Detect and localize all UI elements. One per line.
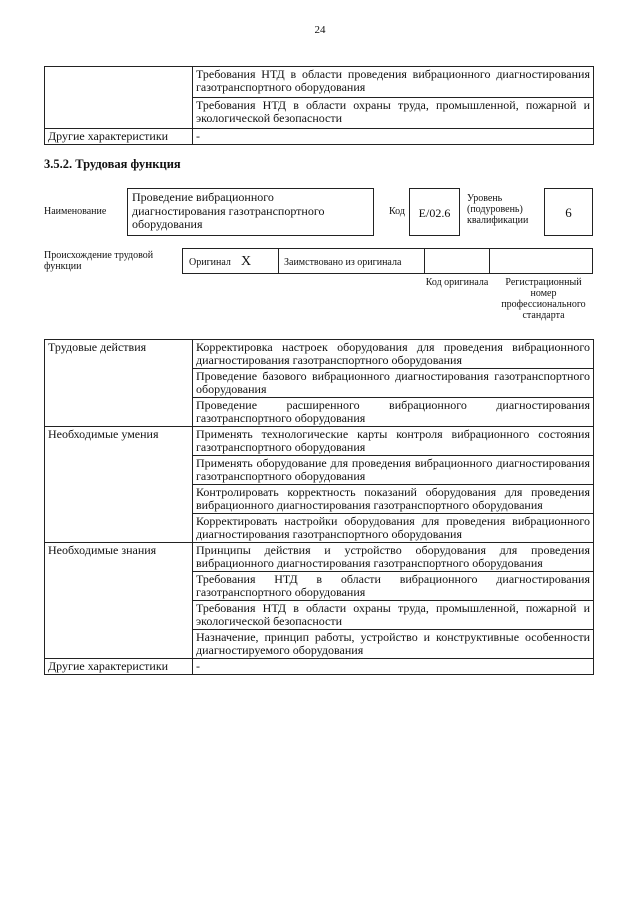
group-item: Требования НТД в области охраны труда, промышленной, пожарной и экологической безопасности bbox=[193, 601, 594, 630]
group-item: Корректировка настроек оборудования для проведения вибрационного диагностирования газотранспортного оборудования bbox=[193, 340, 594, 369]
table-row bbox=[45, 129, 594, 145]
name-label: Наименование bbox=[44, 206, 107, 217]
level-value: 6 bbox=[565, 205, 572, 220]
group-item: - bbox=[193, 659, 594, 675]
code-label: Код bbox=[389, 206, 405, 217]
code-original-caption: Код оригинала bbox=[425, 277, 489, 288]
group-item: Назначение, принцип работы, устройство и конструктивные особенности диагностируемого оборудования bbox=[193, 630, 594, 659]
divider bbox=[278, 249, 279, 273]
table-row bbox=[45, 543, 594, 572]
origin-label: Происхождение трудовой функции bbox=[44, 250, 154, 272]
table-row bbox=[45, 340, 594, 369]
level-box bbox=[544, 188, 593, 236]
function-name-box bbox=[127, 188, 374, 236]
row-label: Другие характеристики bbox=[45, 129, 193, 145]
row-text: - bbox=[193, 129, 594, 145]
group-item: Проведение расширенного вибрационного диагностирования газотранспортного оборудования bbox=[193, 398, 594, 427]
row-label bbox=[45, 67, 193, 129]
registration-number-caption: Регистрационный номер профессионального стандарта bbox=[501, 277, 586, 321]
function-name: Проведение вибрационного диагностирования газотранспортного оборудования bbox=[132, 190, 325, 231]
section-title: 3.5.2. Трудовая функция bbox=[44, 157, 181, 171]
table-row bbox=[45, 67, 594, 98]
borrowed-label: Заимствовано из оригинала bbox=[284, 257, 402, 268]
group-item: Контролировать корректность показаний оборудования для проведения вибрационного диагностирования газотранспортного оборудования bbox=[193, 485, 594, 514]
table-row bbox=[45, 427, 594, 456]
group-item: Принципы действия и устройство оборудования для проведения вибрационного диагностирования газотранспортного оборудования bbox=[193, 543, 594, 572]
row-text: Требования НТД в области охраны труда, промышленной, пожарной и экологической безопасности bbox=[193, 98, 594, 129]
level-label: Уровень (подуровень) квалификации bbox=[467, 193, 529, 226]
group-item: Применять оборудование для проведения вибрационного диагностирования газотранспортного оборудования bbox=[193, 456, 594, 485]
group-item: Корректировать настройки оборудования для проведения вибрационного диагностирования газотранспортного оборудования bbox=[193, 514, 594, 543]
code-box bbox=[409, 188, 460, 236]
origin-box bbox=[182, 248, 593, 274]
table-row bbox=[45, 659, 594, 675]
top-characteristics-table bbox=[44, 66, 594, 145]
page-number: 24 bbox=[314, 24, 326, 36]
original-checkmark: X bbox=[241, 254, 252, 269]
group-item: Проведение базового вибрационного диагностирования газотранспортного оборудования bbox=[193, 369, 594, 398]
original-label: Оригинал bbox=[189, 257, 231, 268]
group-item: Применять технологические карты контроля вибрационного состояния газотранспортного оборудования bbox=[193, 427, 594, 456]
group-label: Необходимые умения bbox=[45, 427, 193, 543]
group-label: Необходимые знания bbox=[45, 543, 193, 659]
labor-function-table bbox=[44, 339, 594, 675]
divider bbox=[424, 249, 425, 273]
group-item: Требования НТД в области вибрационного диагностирования газотранспортного оборудования bbox=[193, 572, 594, 601]
divider bbox=[489, 249, 490, 273]
group-label: Трудовые действия bbox=[45, 340, 193, 427]
row-text: Требования НТД в области проведения вибрационного диагностирования газотранспортного оборудования bbox=[193, 67, 594, 98]
group-label: Другие характеристики bbox=[45, 659, 193, 675]
code-value: E/02.6 bbox=[418, 206, 451, 220]
